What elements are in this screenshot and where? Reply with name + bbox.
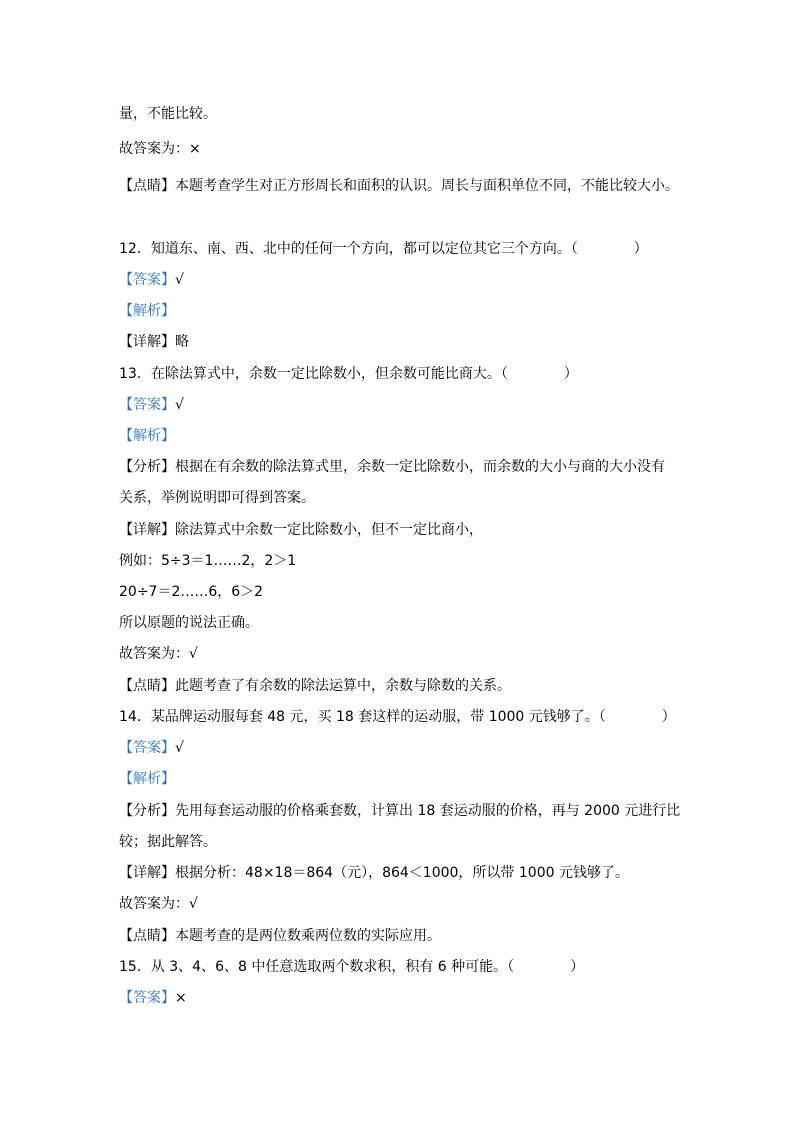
text-line-content: 本题考查的是两位数乘两位数的实际应用。 <box>175 928 441 944</box>
detail-tag: 【详解】 <box>119 522 175 538</box>
detail-text: 根据分析：48×18＝864（元），864＜1000，所以带 1000 元钱够了。 <box>175 865 629 881</box>
text-line-content: 关系，举例说明即可得到答案。 <box>119 490 315 506</box>
reasoning-tag: 【分析】 <box>119 803 175 819</box>
answer-line <box>119 395 184 415</box>
detail-line <box>119 863 629 883</box>
reasoning-text: 先用每套运动服的价格乘套数，计算出 18 套运动服的价格，再与 2000 元进行比 <box>175 803 681 819</box>
detail-text: 除法算式中余数一定比除数小，但不一定比商小， <box>175 522 483 538</box>
key-point-tag: 【点睛】 <box>119 928 175 944</box>
answer-line <box>119 139 201 159</box>
key-point-line <box>119 176 679 196</box>
text-line <box>119 582 263 602</box>
question-12 <box>119 239 648 259</box>
analysis-tag: 【解析】 <box>119 303 175 319</box>
analysis-tag: 【解析】 <box>119 771 175 787</box>
text-line-content: 20÷7＝2……6，6＞2 <box>119 584 264 600</box>
answer-tag: 【答案】 <box>119 397 175 413</box>
text-line-content: 较；据此解答。 <box>119 834 217 850</box>
text-line <box>119 644 198 664</box>
answer-line <box>119 988 187 1008</box>
text-line-content: 故答案为：√ <box>119 896 198 912</box>
question-text: 13．在除法算式中，余数一定比除数小，但余数可能比商大。（ ） <box>119 366 578 382</box>
text-line <box>119 894 198 914</box>
answer-tag: 【答案】 <box>119 990 175 1006</box>
question-13 <box>119 364 578 384</box>
answer-tag: 【答案】 <box>119 272 175 288</box>
text-line <box>119 104 217 124</box>
reasoning-tag: 【分析】 <box>119 459 175 475</box>
answer-value: × <box>175 990 187 1006</box>
question-text: 15．从 3、4、6、8 中任意选取两个数求积，积有 6 种可能。（ ） <box>119 959 585 975</box>
answer-value: √ <box>175 397 184 413</box>
text-line-content: 故答案为：× <box>119 141 201 157</box>
reasoning-text: 根据在有余数的除法算式里，余数一定比除数小，而余数的大小与商的大小没有 <box>175 459 665 475</box>
answer-value: √ <box>175 740 184 756</box>
text-line <box>119 551 296 571</box>
key-point-line <box>119 676 511 696</box>
reasoning-line <box>119 801 680 821</box>
key-point-tag: 【点睛】 <box>119 678 175 694</box>
answer-line <box>119 270 184 290</box>
analysis-line <box>119 426 175 446</box>
question-text: 12．知道东、南、西、北中的任何一个方向，都可以定位其它三个方向。（ ） <box>119 241 648 257</box>
text-line-content: 本题考查学生对正方形周长和面积的认识。周长与面积单位不同，不能比较大小。 <box>175 178 679 194</box>
text-line <box>119 832 217 852</box>
reasoning-line <box>119 457 665 477</box>
analysis-tag: 【解析】 <box>119 428 175 444</box>
key-point-line <box>119 926 441 946</box>
text-line-content: 故答案为：√ <box>119 646 198 662</box>
detail-line <box>119 520 483 540</box>
answer-line <box>119 738 184 758</box>
analysis-line <box>119 301 175 321</box>
text-line <box>119 613 259 633</box>
detail-tag: 【详解】 <box>119 334 175 350</box>
question-15 <box>119 957 584 977</box>
detail-text: 略 <box>175 334 189 350</box>
detail-line <box>119 332 189 352</box>
text-line-content: 例如：5÷3＝1……2，2＞1 <box>119 553 297 569</box>
detail-tag: 【详解】 <box>119 865 175 881</box>
question-text: 14．某品牌运动服每套 48 元，买 18 套这样的运动服，带 1000 元钱够了。（ ） <box>119 709 676 725</box>
text-line <box>119 488 315 508</box>
question-14 <box>119 707 676 727</box>
key-point-tag: 【点睛】 <box>119 178 175 194</box>
text-line-content: 量，不能比较。 <box>119 106 217 122</box>
text-line-content: 所以原题的说法正确。 <box>119 615 259 631</box>
answer-tag: 【答案】 <box>119 740 175 756</box>
analysis-line <box>119 769 175 789</box>
text-line-content: 此题考查了有余数的除法运算中，余数与除数的关系。 <box>175 678 511 694</box>
answer-value: √ <box>175 272 184 288</box>
